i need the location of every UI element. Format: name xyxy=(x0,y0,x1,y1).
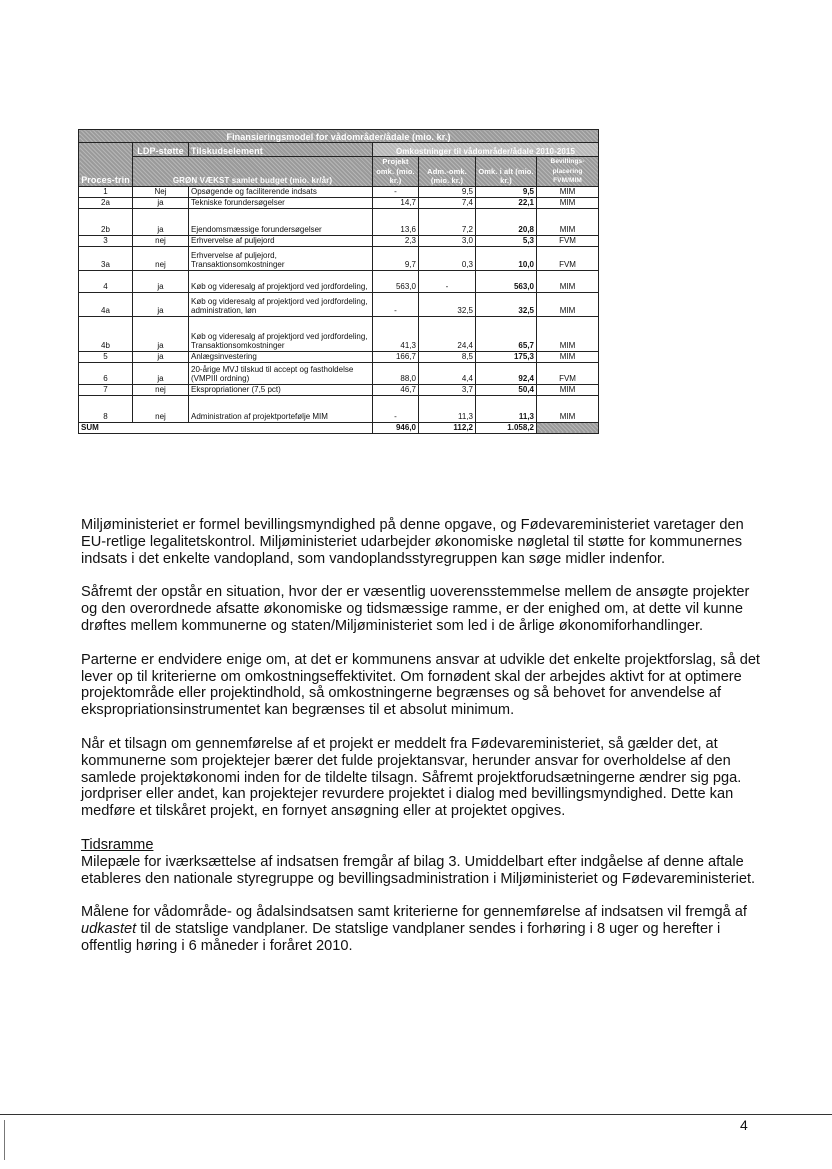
cell-projekt: 563,0 xyxy=(373,270,419,292)
cell-adm: 8,5 xyxy=(419,351,476,362)
cell-projekt: 46,7 xyxy=(373,384,419,395)
table-row xyxy=(79,362,599,384)
body-text xyxy=(81,517,761,972)
header-projekt-omk: Projekt omk. (mio. kr.) xyxy=(373,157,419,187)
tidsramme-text: Milepæle for iværksættelse af indsatsen fremgår af bilag 3. Umiddelbart efter indgåelse af denne aftale etableres den nationale styregruppe og bevillingsadministration i Miljøministeriet og Fødevareministeriet. xyxy=(81,853,756,887)
cell-trin: 8 xyxy=(79,395,133,422)
final-text-after: til de statslige vandplaner. De statslige vandplaner sendes i forhøring i 8 uger og herefter i offentlig høring i 6 måneder i foråret 2010. xyxy=(81,921,721,954)
finance-table-container xyxy=(78,129,598,434)
cell-bev: MIM xyxy=(537,316,599,351)
table-row xyxy=(79,395,599,422)
cell-projekt: - xyxy=(373,186,419,197)
cell-adm: 7,4 xyxy=(419,197,476,208)
cell-adm: 11,3 xyxy=(419,395,476,422)
margin-mark xyxy=(4,1120,5,1160)
paragraph: Miljøministeriet er formel bevillingsmyndighed på denne opgave, og Fødevareministeriet varetager den EU-retlige legalitetskontrol. Miljøministeriet udarbejder økonomiske nøgletal til støtte for kommunernes indsats i det enkelte vandopland, som vandoplandsstyregruppen kan søge midler indenfor. xyxy=(81,517,744,567)
sum-row xyxy=(79,422,599,433)
cell-projekt: 13,6 xyxy=(373,208,419,235)
cell-bev: MIM xyxy=(537,292,599,316)
sum-projekt: 946,0 xyxy=(373,422,419,433)
table-row xyxy=(79,292,599,316)
cell-ldp: nej xyxy=(133,395,189,422)
cell-bev: MIM xyxy=(537,186,599,197)
cell-bev: FVM xyxy=(537,246,599,270)
final-text-before: Målene for vådområde- og ådalsindsatsen samt kriterierne for gennemførelse af indsatsen vil fremgå af xyxy=(81,904,747,921)
cell-trin: 4b xyxy=(79,316,133,351)
cell-bev: MIM xyxy=(537,197,599,208)
paragraph: Når et tilsagn om gennemførelse af et projekt er meddelt fra Fødevareministeriet, så gælder det, at kommunerne som projektejer bærer det fulde projektansvar, herunder ansvar for overholdelse af den samlede projektøkonomi inden for de tildelte tilsagn. Såfremt projektforudsætningerne ændrer sig pga. jordpriser eller andet, kan projektejer revurdere projektet i dialog med bevillingsmyndighed. Dette kan medføre et tilskåret projekt, en fornyet ansøgning eller at projektet opgives. xyxy=(81,735,742,820)
table-row xyxy=(79,316,599,351)
sum-adm: 112,2 xyxy=(419,422,476,433)
cell-total: 563,0 xyxy=(476,270,537,292)
finance-table xyxy=(78,129,599,434)
cell-adm: 3,7 xyxy=(419,384,476,395)
table-row xyxy=(79,186,599,197)
tidsramme-section xyxy=(81,837,761,887)
cell-bev: MIM xyxy=(537,208,599,235)
cell-bev: MIM xyxy=(537,270,599,292)
cell-trin: 7 xyxy=(79,384,133,395)
cell-adm: 3,0 xyxy=(419,235,476,246)
cell-ldp: nej xyxy=(133,384,189,395)
sum-total: 1.058,2 xyxy=(476,422,537,433)
cell-projekt: 88,0 xyxy=(373,362,419,384)
table-row xyxy=(79,351,599,362)
cell-adm: 4,4 xyxy=(419,362,476,384)
header-tilskudselement: Tilskudselement xyxy=(189,143,373,157)
header-gron-vaekst: GRØN VÆKST samlet budget (mio. kr/år) xyxy=(133,157,373,187)
table-row xyxy=(79,270,599,292)
sum-label: SUM xyxy=(79,422,373,433)
cell-bev: MIM xyxy=(537,384,599,395)
cell-projekt: 2,3 xyxy=(373,235,419,246)
cell-projekt: 9,7 xyxy=(373,246,419,270)
cell-element: Ejendomsmæssige forundersøgelser xyxy=(189,208,373,235)
table-body xyxy=(79,186,599,433)
cell-ldp: ja xyxy=(133,316,189,351)
cell-element: Administration af projektportefølje MIM xyxy=(189,395,373,422)
table-title: Finansieringsmodel for vådområder/ådale (mio. kr.) xyxy=(79,130,599,143)
cell-element: Erhvervelse af puljejord, Transaktionsomkostninger xyxy=(189,246,373,270)
cell-total: 32,5 xyxy=(476,292,537,316)
cell-total: 20,8 xyxy=(476,208,537,235)
table-row xyxy=(79,246,599,270)
cell-ldp: Nej xyxy=(133,186,189,197)
cell-total: 5,3 xyxy=(476,235,537,246)
cell-element: Tekniske forundersøgelser xyxy=(189,197,373,208)
paragraph: Parterne er endvidere enige om, at det er kommunens ansvar at udvikle det enkelte projektforslag, så det lever op til kriterierne om omkostningseffektivitet. Om fornødent skal der arbejdes aktivt for at optimere projektområde eller projektindhold, så omkostningerne begrænses og så behovet for anvendelse af ekspropriationsinstrumentet kan begrænses til et absolut minimum. xyxy=(81,651,760,719)
header-omkostninger-group: Omkostninger til vådområder/ådale 2010-2015 xyxy=(373,143,599,157)
cell-ldp: ja xyxy=(133,197,189,208)
cell-trin: 4 xyxy=(79,270,133,292)
cell-element: Køb og videresalg af projektjord ved jordfordeling, Transaktionsomkostninger xyxy=(189,316,373,351)
table-row xyxy=(79,235,599,246)
cell-bev: FVM xyxy=(537,235,599,246)
cell-total: 92,4 xyxy=(476,362,537,384)
cell-trin: 4a xyxy=(79,292,133,316)
cell-adm: 9,5 xyxy=(419,186,476,197)
cell-total: 11,3 xyxy=(476,395,537,422)
cell-total: 65,7 xyxy=(476,316,537,351)
cell-adm: - xyxy=(419,270,476,292)
cell-ldp: nej xyxy=(133,235,189,246)
page-number: 4 xyxy=(740,1117,748,1133)
cell-adm: 0,3 xyxy=(419,246,476,270)
header-adm-omk: Adm.-omk. (mio. kr.) xyxy=(419,157,476,187)
cell-element: Køb og videresalg af projektjord ved jordfordeling, administration, løn xyxy=(189,292,373,316)
cell-total: 9,5 xyxy=(476,186,537,197)
cell-adm: 32,5 xyxy=(419,292,476,316)
cell-total: 10,0 xyxy=(476,246,537,270)
cell-trin: 6 xyxy=(79,362,133,384)
cell-bev: MIM xyxy=(537,395,599,422)
cell-element: Køb og videresalg af projektjord ved jordfordeling, xyxy=(189,270,373,292)
header-ldp-stotte: LDP-støtte xyxy=(133,143,189,157)
sum-shaded-cell xyxy=(537,422,599,433)
cell-bev: FVM xyxy=(537,362,599,384)
cell-ldp: ja xyxy=(133,208,189,235)
cell-ldp: nej xyxy=(133,246,189,270)
cell-ldp: ja xyxy=(133,351,189,362)
cell-projekt: 14,7 xyxy=(373,197,419,208)
cell-element: Erhvervelse af puljejord xyxy=(189,235,373,246)
cell-trin: 3a xyxy=(79,246,133,270)
cell-trin: 2a xyxy=(79,197,133,208)
cell-adm: 24,4 xyxy=(419,316,476,351)
cell-trin: 2b xyxy=(79,208,133,235)
final-text-italic: udkastet xyxy=(81,921,137,938)
cell-element: 20-årige MVJ tilskud til accept og fastholdelse (VMPIII ordning) xyxy=(189,362,373,384)
cell-total: 50,4 xyxy=(476,384,537,395)
section-heading-tidsramme: Tidsramme xyxy=(81,836,154,853)
cell-bev: MIM xyxy=(537,351,599,362)
cell-projekt: - xyxy=(373,395,419,422)
cell-trin: 3 xyxy=(79,235,133,246)
cell-total: 175,3 xyxy=(476,351,537,362)
table-row xyxy=(79,197,599,208)
cell-element: Opsøgende og faciliterende indsats xyxy=(189,186,373,197)
paragraph: Såfremt der opstår en situation, hvor der er væsentlig uoverensstemmelse mellem de ansøgte projekter og den overordnede afsatte økonomiske og tidsmæssige ramme, er der enighed om, at dette vil kunne drøftes mellem kommunerne og staten/Miljøministeriet som led i de årlige økonomiforhandlinger. xyxy=(81,584,750,634)
cell-element: Anlægsinvestering xyxy=(189,351,373,362)
header-proces-trin: Proces-trin xyxy=(79,143,133,187)
footer-divider xyxy=(0,1114,832,1115)
cell-trin: 5 xyxy=(79,351,133,362)
cell-projekt: 166,7 xyxy=(373,351,419,362)
cell-projekt: - xyxy=(373,292,419,316)
cell-element: Ekspropriationer (7,5 pct) xyxy=(189,384,373,395)
cell-adm: 7,2 xyxy=(419,208,476,235)
cell-ldp: ja xyxy=(133,362,189,384)
cell-trin: 1 xyxy=(79,186,133,197)
cell-projekt: 41,3 xyxy=(373,316,419,351)
header-omk-i-alt: Omk. i alt (mio. kr.) xyxy=(476,157,537,187)
header-bevillings: Bevillings-placering FVM/MIM xyxy=(537,157,599,187)
cell-ldp: ja xyxy=(133,292,189,316)
table-row xyxy=(79,208,599,235)
table-row xyxy=(79,384,599,395)
cell-total: 22,1 xyxy=(476,197,537,208)
cell-ldp: ja xyxy=(133,270,189,292)
final-paragraph xyxy=(81,904,761,954)
